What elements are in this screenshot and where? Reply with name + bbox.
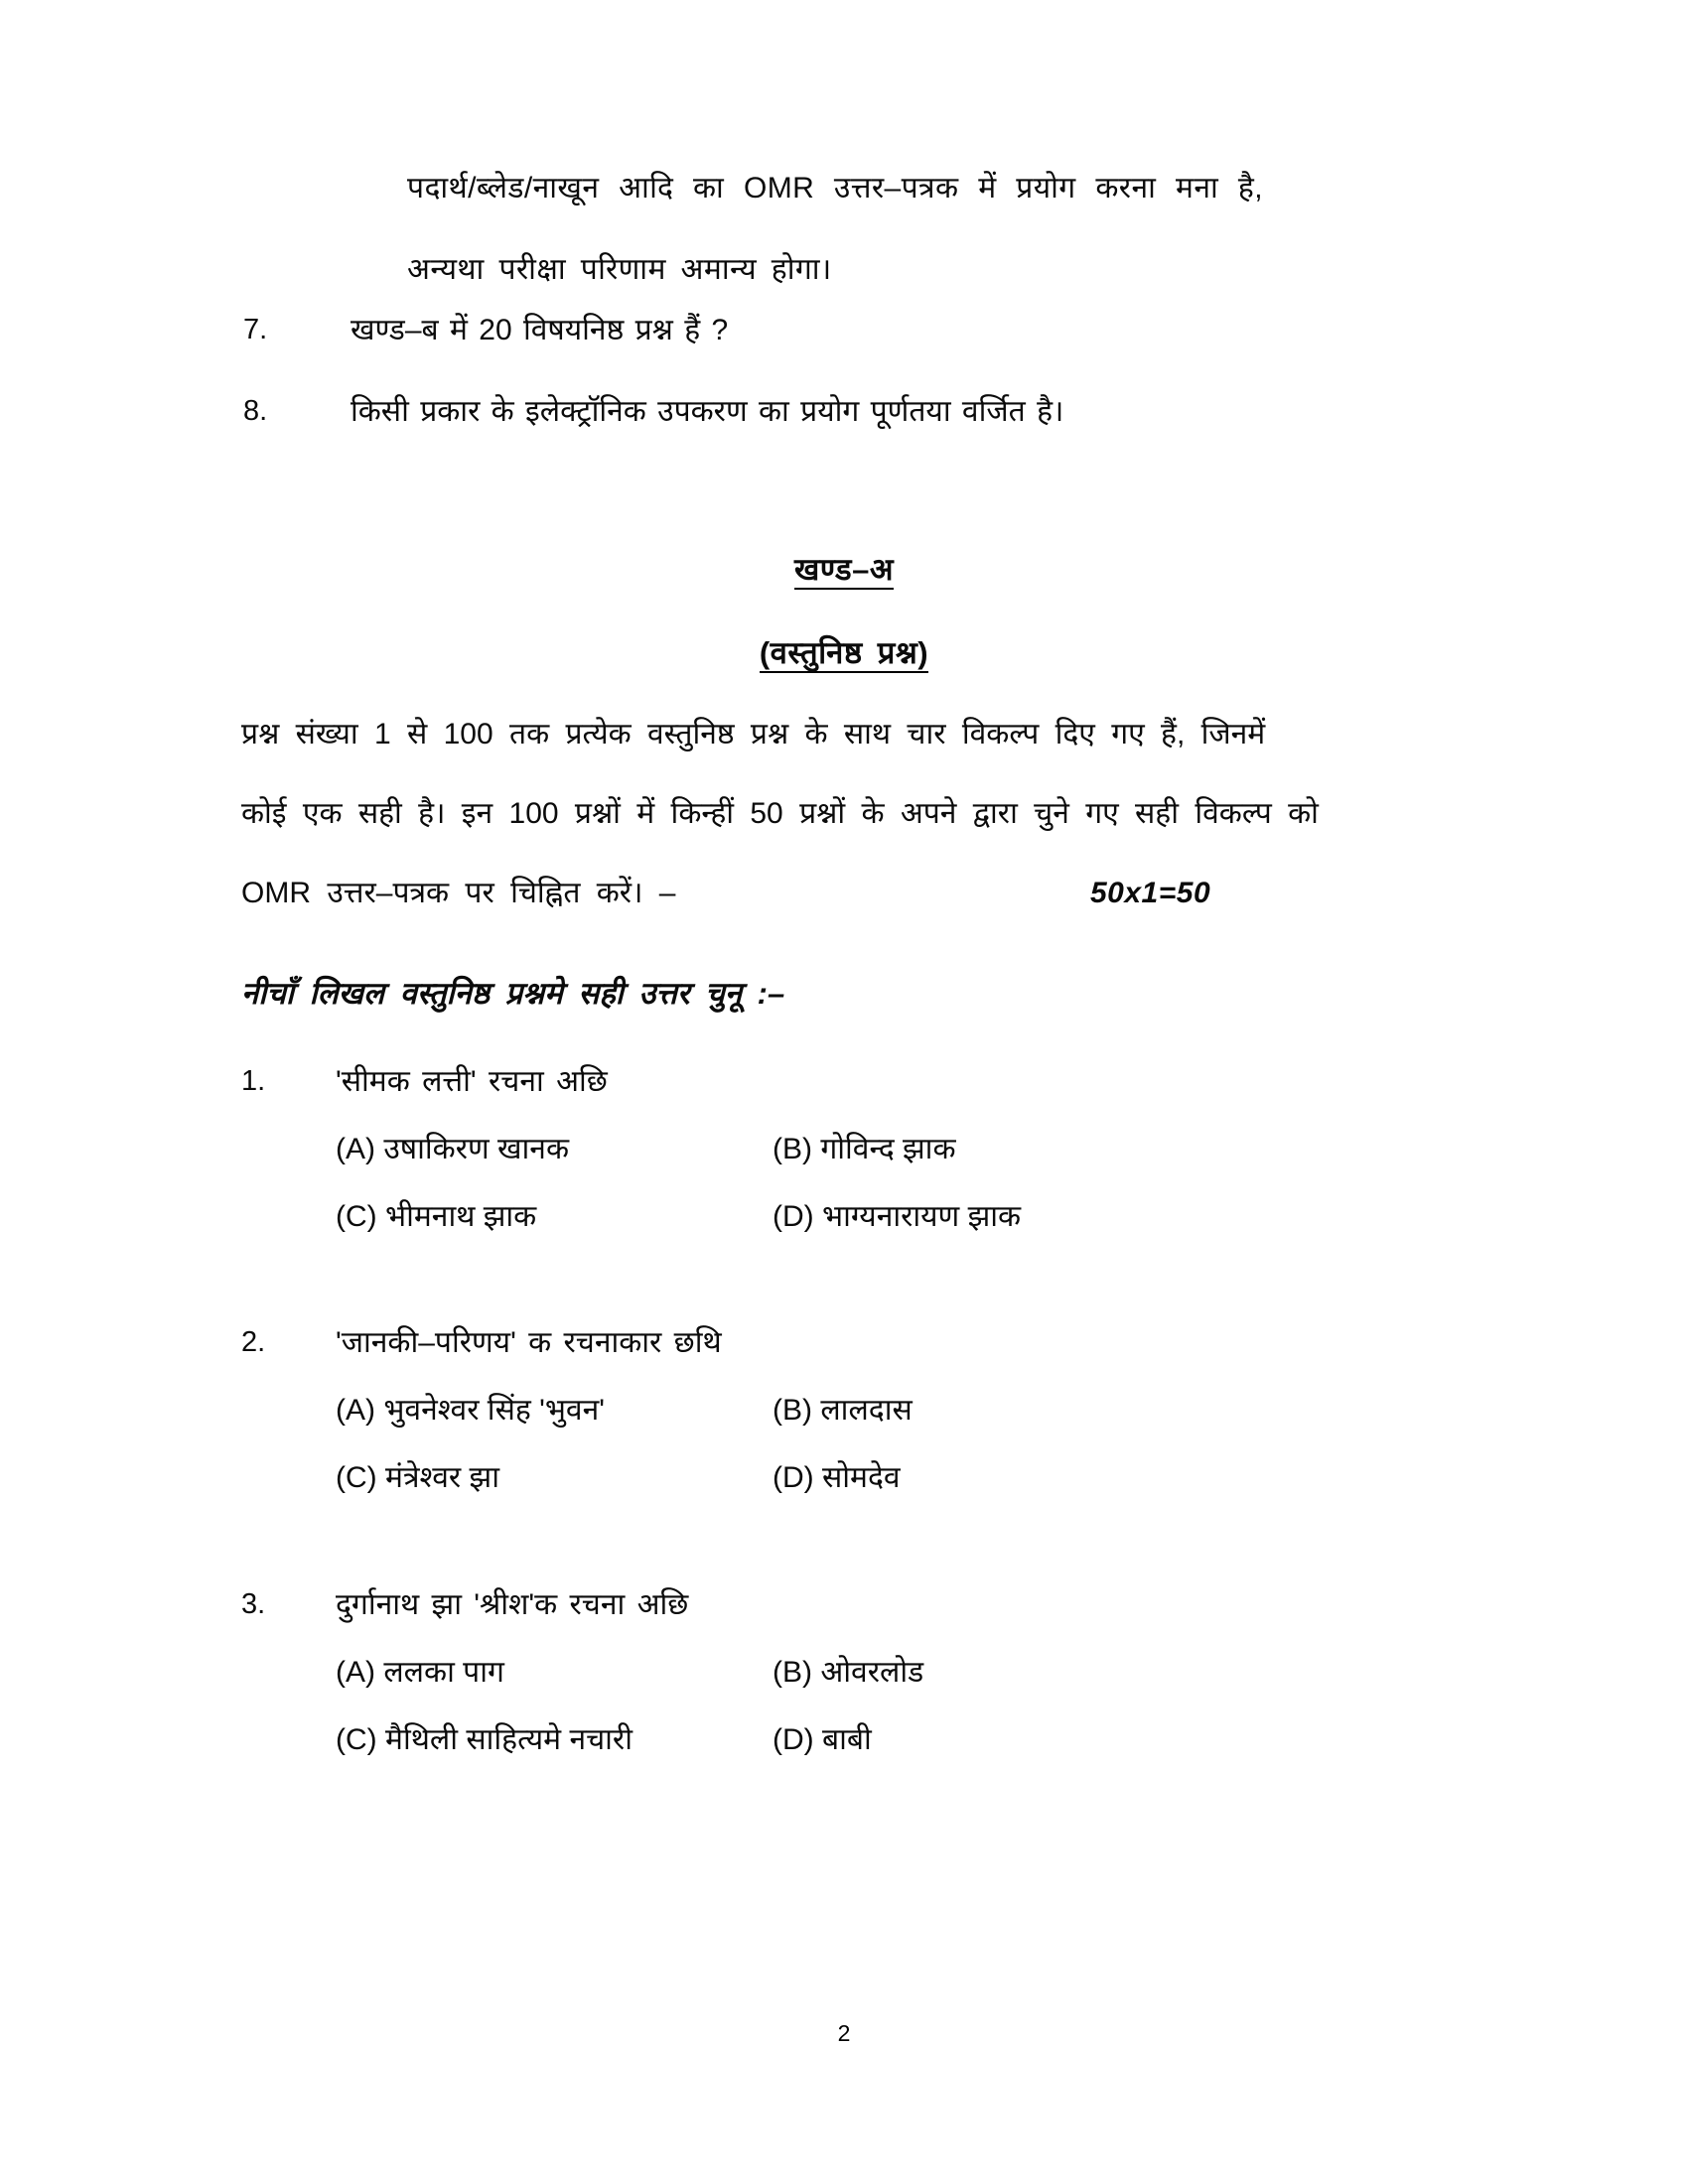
- question-3-option-c[interactable]: [336, 1725, 773, 1755]
- option-a-label: (A): [336, 1394, 375, 1427]
- question-3-text: दुर्गानाथ झा 'श्रीश'क रचना अछि: [336, 1588, 689, 1621]
- question-2-option-b[interactable]: [773, 1396, 1502, 1426]
- question-2-number: 2.: [241, 1326, 266, 1358]
- question-2-options-row-2: [241, 1463, 1502, 1493]
- option-d-text: भाग्यनारायण झाक: [822, 1200, 1022, 1233]
- question-3-stem: [241, 1590, 1502, 1620]
- question-3-option-a[interactable]: [336, 1658, 773, 1688]
- instruction-line-2: कोई एक सही है। इन 100 प्रश्नों में किन्हीं 50 प्रश्नों के अपने द्वारा चुने गए सही विकल्प को: [241, 797, 1319, 830]
- question-2-stem: [241, 1328, 1502, 1358]
- question-1-option-c[interactable]: [336, 1202, 773, 1232]
- question-2-option-d[interactable]: [773, 1463, 1502, 1493]
- note-text-8: किसी प्रकार के इलेक्ट्रॉनिक उपकरण का प्रयोग पूर्णतया वर्जित है।: [351, 395, 1064, 428]
- question-2-option-a[interactable]: [336, 1396, 773, 1426]
- option-a-label: (A): [336, 1656, 375, 1689]
- marks-allocation: 50x1=50: [1090, 877, 1211, 909]
- instructions-block: [241, 720, 1494, 958]
- question-item-3: [241, 1590, 1502, 1793]
- option-b-text: लालदास: [820, 1394, 913, 1427]
- question-3-number: 3.: [241, 1588, 266, 1620]
- option-a-label: (A): [336, 1133, 375, 1165]
- option-c-text: मंत्रेश्वर झा: [385, 1461, 499, 1494]
- question-item-2: [241, 1328, 1502, 1531]
- option-b-text: गोविन्द झाक: [820, 1133, 956, 1165]
- instruction-line-3-text: OMR उत्तर–पत्रक पर चिह्नित करें। –: [241, 877, 676, 909]
- question-1-options-row-1: [241, 1135, 1502, 1164]
- section-subheading-text: (वस्तुनिष्ठ प्रश्न): [760, 637, 928, 673]
- section-subheading: [0, 637, 1688, 673]
- option-c-text: मैथिली साहित्यमे नचारी: [385, 1723, 633, 1756]
- question-1-option-b[interactable]: [773, 1135, 1502, 1164]
- note-item-8: [243, 397, 1504, 427]
- instruction-line-3: [241, 879, 1494, 908]
- option-d-text: सोमदेव: [822, 1461, 901, 1494]
- option-a-text: उषाकिरण खानक: [383, 1133, 569, 1165]
- question-3-option-d[interactable]: [773, 1725, 1502, 1755]
- option-d-text: बाबी: [822, 1723, 872, 1756]
- option-d-label: (D): [773, 1461, 814, 1494]
- note-number-7: 7.: [243, 314, 268, 345]
- question-1-option-a[interactable]: [336, 1135, 773, 1164]
- maithili-direction-line: नीचाँ लिखल वस्तुनिष्ठ प्रश्नमे सही उत्तर चुनू :–: [241, 976, 785, 1011]
- option-c-label: (C): [336, 1200, 377, 1233]
- question-1-text: 'सीमक लत्ती' रचना अछि: [336, 1065, 608, 1098]
- question-3-options-row-2: [241, 1725, 1502, 1755]
- note-item-7: [243, 316, 1504, 345]
- question-item-1: [241, 1067, 1502, 1270]
- question-1-option-d[interactable]: [773, 1202, 1502, 1232]
- question-2-text: 'जानकी–परिणय' क रचनाकार छथि: [336, 1326, 722, 1359]
- option-d-label: (D): [773, 1723, 814, 1756]
- page-number: 2: [837, 2020, 851, 2046]
- option-b-label: (B): [773, 1656, 812, 1689]
- option-b-text: ओवरलोड: [820, 1656, 924, 1689]
- option-b-label: (B): [773, 1394, 812, 1427]
- question-3-options-row-1: [241, 1658, 1502, 1688]
- note-number-8: 8.: [243, 395, 268, 427]
- question-1-stem: [241, 1067, 1502, 1097]
- continued-instruction-line-1: पदार्थ/ब्लेड/नाखून आदि का OMR उत्तर–पत्रक में प्रयोग करना मना है,: [407, 172, 1263, 205]
- question-1-options-row-2: [241, 1202, 1502, 1232]
- option-a-text: ललका पाग: [383, 1656, 504, 1689]
- option-c-text: भीमनाथ झाक: [385, 1200, 537, 1233]
- section-heading: [0, 554, 1688, 590]
- option-a-text: भुवनेश्वर सिंह 'भुवन': [383, 1394, 605, 1427]
- continued-instruction-line-2: अन्यथा परीक्षा परिणाम अमान्य होगा।: [407, 253, 832, 286]
- question-2-options-row-1: [241, 1396, 1502, 1426]
- question-3-option-b[interactable]: [773, 1658, 1502, 1688]
- question-1-number: 1.: [241, 1065, 266, 1097]
- option-c-label: (C): [336, 1461, 377, 1494]
- option-d-label: (D): [773, 1200, 814, 1233]
- question-2-option-c[interactable]: [336, 1463, 773, 1493]
- option-b-label: (B): [773, 1133, 812, 1165]
- section-heading-text: खण्ड–अ: [794, 554, 894, 590]
- instruction-line-1: प्रश्न संख्या 1 से 100 तक प्रत्येक वस्तुनिष्ठ प्रश्न के साथ चार विकल्प दिए गए हैं, जिनमें: [241, 718, 1266, 751]
- note-text-7: खण्ड–ब में 20 विषयनिष्ठ प्रश्न हैं ?: [351, 314, 729, 346]
- option-c-label: (C): [336, 1723, 377, 1756]
- continued-instruction-block: [407, 174, 1489, 337]
